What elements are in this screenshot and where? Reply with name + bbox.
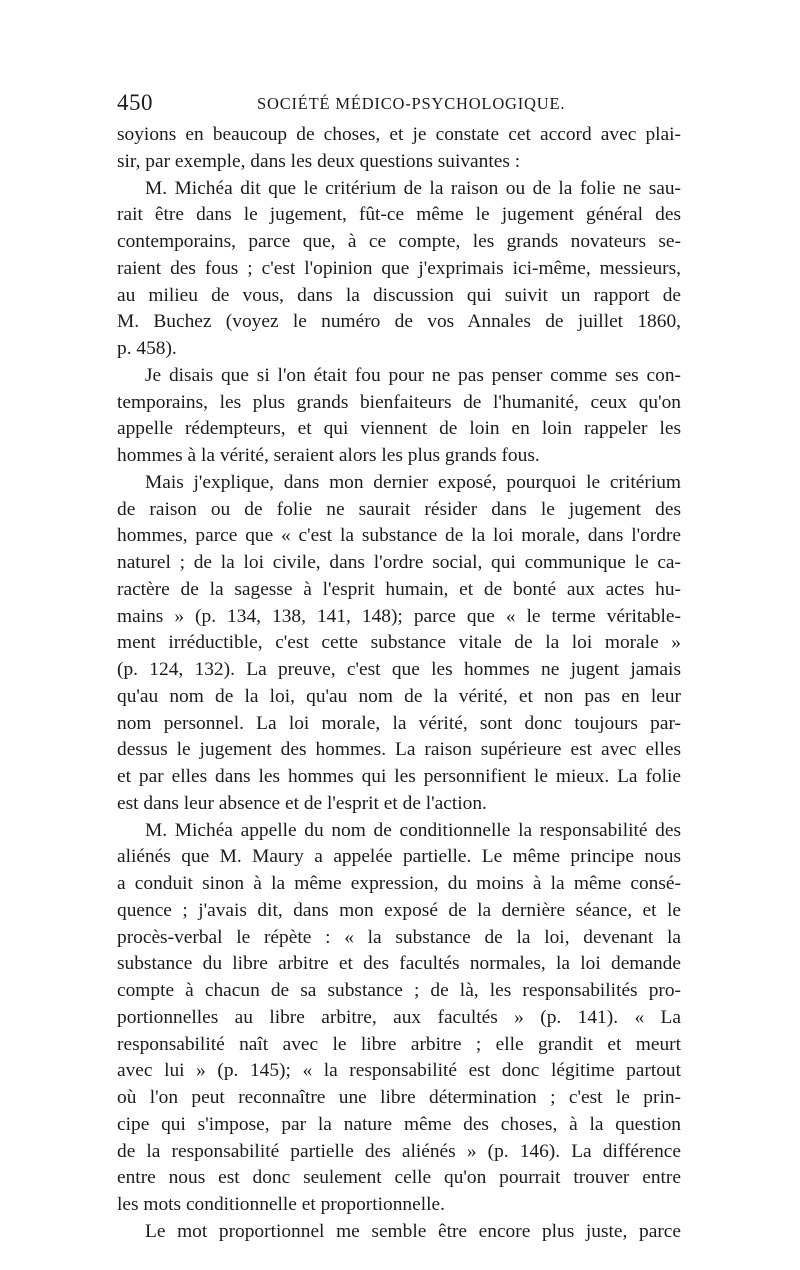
body-text xyxy=(117,122,681,1246)
text-line: où l'on peut reconnaître une libre détermination ; c'est le prin- xyxy=(117,1087,681,1108)
text-line: hommes à la vérité, seraient alors les plus grands fous. xyxy=(117,445,540,466)
text-line: p. 458). xyxy=(117,338,177,359)
text-line: temporains, les plus grands bienfaiteurs de l'humanité, ceux qu'on xyxy=(117,391,681,413)
text-line: aliénés que M. Maury a appelée partielle. Le même principe nous xyxy=(117,846,681,868)
text-line: responsabilité naît avec le libre arbitre ; elle grandit et meurt xyxy=(117,1033,681,1055)
text-line: Mais j'explique, dans mon dernier exposé, pourquoi le critérium xyxy=(145,471,681,493)
text-line: dessus le jugement des hommes. La raison supérieure est avec elles xyxy=(117,739,681,761)
text-line: compte à chacun de sa substance ; de là, les responsabilités pro- xyxy=(117,980,681,1001)
text-line: de raison ou de folie ne saurait résider dans le jugement des xyxy=(117,498,681,520)
text-line: M. Michéa dit que le critérium de la raison ou de la folie ne sau- xyxy=(145,177,681,199)
text-line: cipe qui s'impose, par la nature même des choses, à la question xyxy=(117,1113,681,1135)
page-header xyxy=(117,88,681,118)
text-line: Je disais que si l'on était fou pour ne pas penser comme ses con- xyxy=(145,364,681,386)
text-line: (p. 124, 132). La preuve, c'est que les hommes ne jugent jamais xyxy=(117,659,681,680)
running-head: SOCIÉTÉ MÉDICO-PSYCHOLOGIQUE. xyxy=(257,94,566,113)
text-line: mains » (p. 134, 138, 141, 148); parce que « le terme véritable- xyxy=(117,605,681,627)
text-line: quence ; j'avais dit, dans mon exposé de la dernière séance, et le xyxy=(117,899,681,921)
text-line: a conduit sinon à la même expression, du moins à la même consé- xyxy=(117,873,681,894)
text-line: M. Michéa appelle du nom de conditionnelle la responsabilité des xyxy=(145,819,681,841)
text-line: ractère de la sagesse à l'esprit humain, et de bonté aux actes hu- xyxy=(117,578,681,600)
text-line: substance du libre arbitre et des facultés normales, la loi demande xyxy=(117,953,681,975)
text-line: nom personnel. La loi morale, la vérité, sont donc toujours par- xyxy=(117,712,681,734)
text-line: procès-verbal le répète : « la substance de la loi, devenant la xyxy=(117,926,681,948)
text-line: naturel ; de la loi civile, dans l'ordre social, qui communique le ca- xyxy=(117,552,681,573)
text-line: contemporains, parce que, à ce compte, les grands novateurs se- xyxy=(117,231,681,252)
text-line: M. Buchez (voyez le numéro de vos Annales de juillet 1860, xyxy=(117,311,681,333)
page-number: 450 xyxy=(117,90,153,115)
text-line: au milieu de vous, dans la discussion qui suivit un rapport de xyxy=(117,284,681,306)
text-line: rait être dans le jugement, fût-ce même le jugement général des xyxy=(117,204,681,226)
text-line: Le mot proportionnel me semble être encore plus juste, parce xyxy=(145,1220,681,1242)
text-line: hommes, parce que « c'est la substance de la loi morale, dans l'ordre xyxy=(117,525,681,547)
text-line: ment irréductible, c'est cette substance vitale de la loi morale » xyxy=(117,632,681,654)
text-line: entre nous est donc seulement celle qu'on pourrait trouver entre xyxy=(117,1167,681,1189)
text-line: raient des fous ; c'est l'opinion que j'exprimais ici-même, messieurs, xyxy=(117,257,681,279)
text-line: avec lui » (p. 145); « la responsabilité est donc légitime partout xyxy=(117,1060,681,1082)
text-line: les mots conditionnelle et proportionnelle. xyxy=(117,1194,445,1215)
text-line: appelle rédempteurs, et qui viennent de loin en loin rappeler les xyxy=(117,418,681,440)
text-line: qu'au nom de la loi, qu'au nom de la vérité, et non pas en leur xyxy=(117,685,681,707)
text-line: portionnelles au libre arbitre, aux facultés » (p. 141). « La xyxy=(117,1006,681,1028)
text-line: sir, par exemple, dans les deux questions suivantes : xyxy=(117,150,521,172)
text-line: soyions en beaucoup de choses, et je constate cet accord avec plai- xyxy=(117,124,681,145)
text-line: de la responsabilité partielle des aliénés » (p. 146). La différence xyxy=(117,1140,681,1162)
text-line: est dans leur absence et de l'esprit et de l'action. xyxy=(117,792,487,814)
text-line: et par elles dans les hommes qui les personnifient le mieux. La folie xyxy=(117,766,681,787)
